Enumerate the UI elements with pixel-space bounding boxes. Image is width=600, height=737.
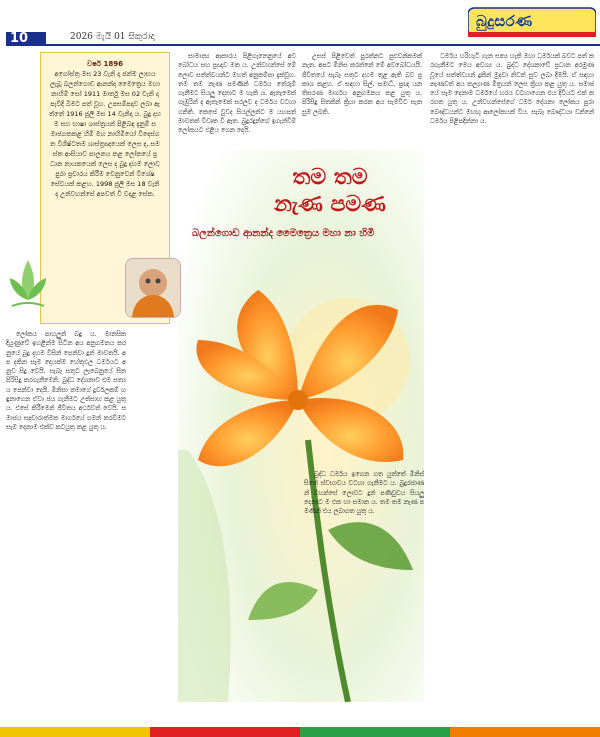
headline-line-2: නැණ පමණ <box>274 191 386 217</box>
monk-portrait-icon <box>126 259 180 317</box>
column-1 <box>6 330 126 722</box>
lotus-icon <box>6 250 50 320</box>
footer-color-bar <box>0 727 600 737</box>
date-line: 2026 මැයි 01 සිකුරාදා <box>70 32 155 42</box>
column-5-text: බුද්ධ ධර්මය ඉගෙන ගත යුත්තේ මිනිස් සිතේ ස්වභාවය වටහා ගැනීමට ය. බුදුරජාණන් වහන්සේ ලොවට දුන් පණිවුඩය සියලු දෙනාට ම එක හා සමාන ය. තම තම නැණ පමණින් එය ලබාගත යුතු ය. <box>304 471 424 516</box>
column-3-text: උසස් පිළිවෙත් පුරන්නට පුළුවන්කමක් නැත. අපට මිනිස කරන්නේ මේ අවබෝධයයි. ජීවිතයේ සැබෑ සතුට දහම තුළ ඇති බව ප්‍රකාශ කළහ. ඒ සඳහා සිල්, සමාධි, ප්‍රඥා යන තිසරණ මාර්ගය අනුගමනය කළ යුතු ය. පිරිසිදු සිතකින් ක්‍රියා කරන අය සැමවිට සැනසුම ලබති. <box>302 53 422 116</box>
column-2-text: සාමාන්‍ය ආකාරය පිළිගැනෙනුයේ අවබෝධය සහ ප්‍රඥාව මත ය. උන්වහන්සේ මේ ලොව සත්ත්වයන්ට මහත් අනුකම්පා දැක්වූහ. තම තම නැණ පමණින් ධර්මය තේරුම් ගැනීමට සියලු දෙනාට ම හැකි ය. ඇතැමෙක් ගැඹුරින් ද ඇතැමෙක් සරලව ද ධර්මය වටහා ගනිති. කෙසේ වුවද සියල්ලන්ට ම යහපත් මාවතක් විවෘත වී ඇත. බුදුරදුන්ගේ ඉගැන්වීම් ලෝකයට එළිය ගෙන දෙයි. <box>178 53 296 135</box>
article-headline <box>230 164 430 218</box>
logo-text: බුදුසරණ <box>476 12 533 30</box>
page-number: 10 <box>6 32 46 46</box>
bio-year: වර්ෂ 1896 <box>87 60 123 68</box>
headline-line-1: තම තම <box>292 164 368 190</box>
bio-text: අගෝස්තු මස 23 වැනි දා ජන්ම ලාභය ලැබූ බලන්ගොඩ ආනන්ද මෛත්‍රෙය මහා නාහිමි සෝ 1911 මාර්තු මස 02 වැනි දා පැවිදි බිමට පත් වූහ. උපසම්පදාව ලබා ඇත්තේ 1916 ජූලි මස 14 වැනිදා ය. බුදු දහම සහ භාෂා ශාස්ත්‍රයන් පිළිබඳ දැනුම් සමාජගතකළ හිමි මහ නාහිමියෝ විදෙස්ගත විශිෂ්ටතම ශාස්ත්‍රඥයෙක් ලෙස ද, සමස්ත ආසියාව පාලනය කළ ලෝකයේ ප්‍රධාන නායකයෙක් ලෙස ද බුදු දහම ලොව පුරා ප්‍රචාරය කිරීම වෙනුවෙන් විශේෂ සේවයක් කළහ. 1998 ජූලි මස 18 වැනි දා උන්වහන්සේ අපවත් වී වදාළ සේක. <box>49 70 161 198</box>
column-3 <box>302 52 422 162</box>
author-byline: බලන්ගොඩ ආනන්ද මෛත්‍රෙය මහා නා හිමි <box>192 228 375 239</box>
column-2 <box>178 52 296 162</box>
page-header <box>0 0 600 46</box>
author-portrait <box>125 258 181 318</box>
masthead-logo <box>468 2 596 40</box>
header-rule <box>46 44 600 46</box>
column-4-text: ධර්මය හරිහැටි ගැන සත්‍ය හැකි මහා ධර්මයක් බවට පත් කරගැනීමට මෙය අවශ්‍ය ය. බුද්ධ දේශනාවේ ප්‍රධාන අරමුණ වූයේ සත්ත්වයන් දුකින් මුදවා නිවන් සුව ලබා දීමයි. ඒ සඳහා නැණවත් අය කල්‍යාණ මිත්‍රයන් ලෙස ක්‍රියා කළ යුතු ය. සමාජයේ සෑම දෙනාම ධර්මයේ හරය වටහාගෙන එය දිවියට එක් කරගත යුතු ය. උන්වහන්සේගේ ධර්ම දේශනා ලෝකය පුරා බෞද්ධයන්ට මහඟු ආලෝකයක් විය. සැබෑ බෞද්ධයා වන්නේ ධර්මය පිළිපදින්නා ය. <box>430 53 594 126</box>
column-4 <box>430 52 594 720</box>
column-5 <box>304 470 424 718</box>
column-1-text: ලෝකය පාහලුන් බඳු ය. මානසික දියුණුවේ ඉහළින්ම සිටින අය අනුගමනය කරනුයේ බුදු දහම විසින් පෙන්වා දුන් මාවතයි. අප දකින සෑම දෙයක්ම හේතුඵල ධර්මයට අනුව සිදු වෙයි. සැබෑ සතුට ලැබෙනුයේ සිත පිරිසිදු කරගැනීමෙනි. බුද්ධ දේශනාව එම සත්‍යය පෙන්වා දෙයි. මිනිසා තමාගේ දුර්වලකම් හඳුනාගෙන ඒවා ජය ගැනීමට උත්සාහ කළ යුතු ය. එසේ කිරීමෙන් ජීවිතය අර්ථවත් වෙයි. සමාජය සදාචාරාත්මක මාර්ගයේ ගමන් කරවීමට සැම දෙනාම එක්ව කටයුතු කළ යුතු ය. <box>6 331 126 431</box>
